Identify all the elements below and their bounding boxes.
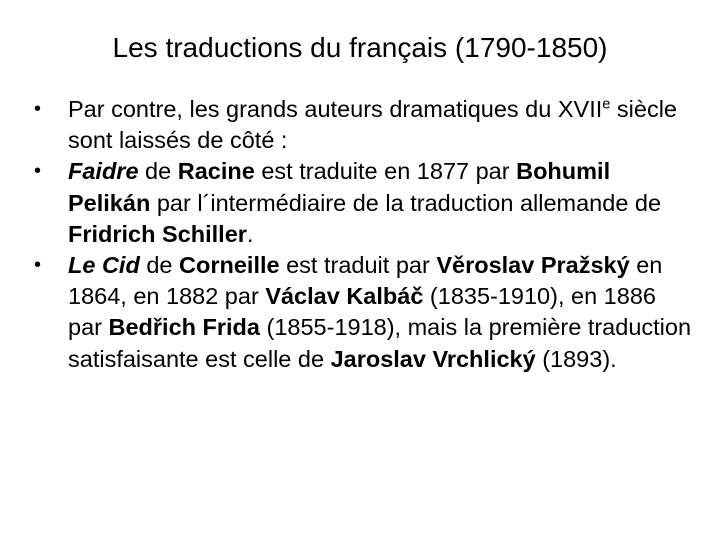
text-segment: est traduite en 1877 par <box>254 158 517 185</box>
text-bold: Věroslav Pražský <box>436 252 630 279</box>
text-sup: e <box>602 96 611 113</box>
text-segment: (1835-1910), en 1886 par <box>68 283 656 341</box>
text-bold: Bedřich Frida <box>108 314 260 341</box>
text-bold: Jaroslav Vrchlický <box>330 345 536 372</box>
bullet-item <box>34 156 694 250</box>
bullet-dot-icon: • <box>34 98 42 120</box>
text-segment: par l´intermédiaire de la traduction allemande de <box>150 189 662 216</box>
bullet-dot-icon: • <box>34 160 42 183</box>
text-bold: Bohumil Pelikán <box>68 158 611 216</box>
text-segment: Par contre, les grands auteurs dramatiques du XVII <box>68 96 603 122</box>
text-segment: (1893). <box>535 345 617 372</box>
text-segment: de <box>139 252 180 279</box>
text-segment: en 1864, en 1882 par <box>68 252 663 310</box>
bullet-item <box>34 94 694 156</box>
text-bold: Racine <box>177 158 255 185</box>
slide-title: Les traductions du français (1790-1850) <box>112 32 608 63</box>
text-segment: . <box>246 220 254 247</box>
text-bold: Corneille <box>179 252 280 279</box>
text-bold: Václav Kalbáč <box>265 283 424 310</box>
bullet-item <box>34 250 694 375</box>
text-segment: est traduit par <box>279 252 437 279</box>
text-italic-bold: Le Cid <box>68 252 140 279</box>
bullet-list <box>34 94 694 375</box>
text-segment: de <box>138 158 178 185</box>
text-segment: siècle sont laissés de côté : <box>68 96 677 154</box>
text-italic-bold: Faidre <box>68 158 139 185</box>
bullet-dot-icon: • <box>34 254 42 277</box>
text-bold: Fridrich Schiller <box>68 220 247 247</box>
text-segment: (1855-1918), mais la première traduction satisfaisante est celle de <box>68 314 692 372</box>
